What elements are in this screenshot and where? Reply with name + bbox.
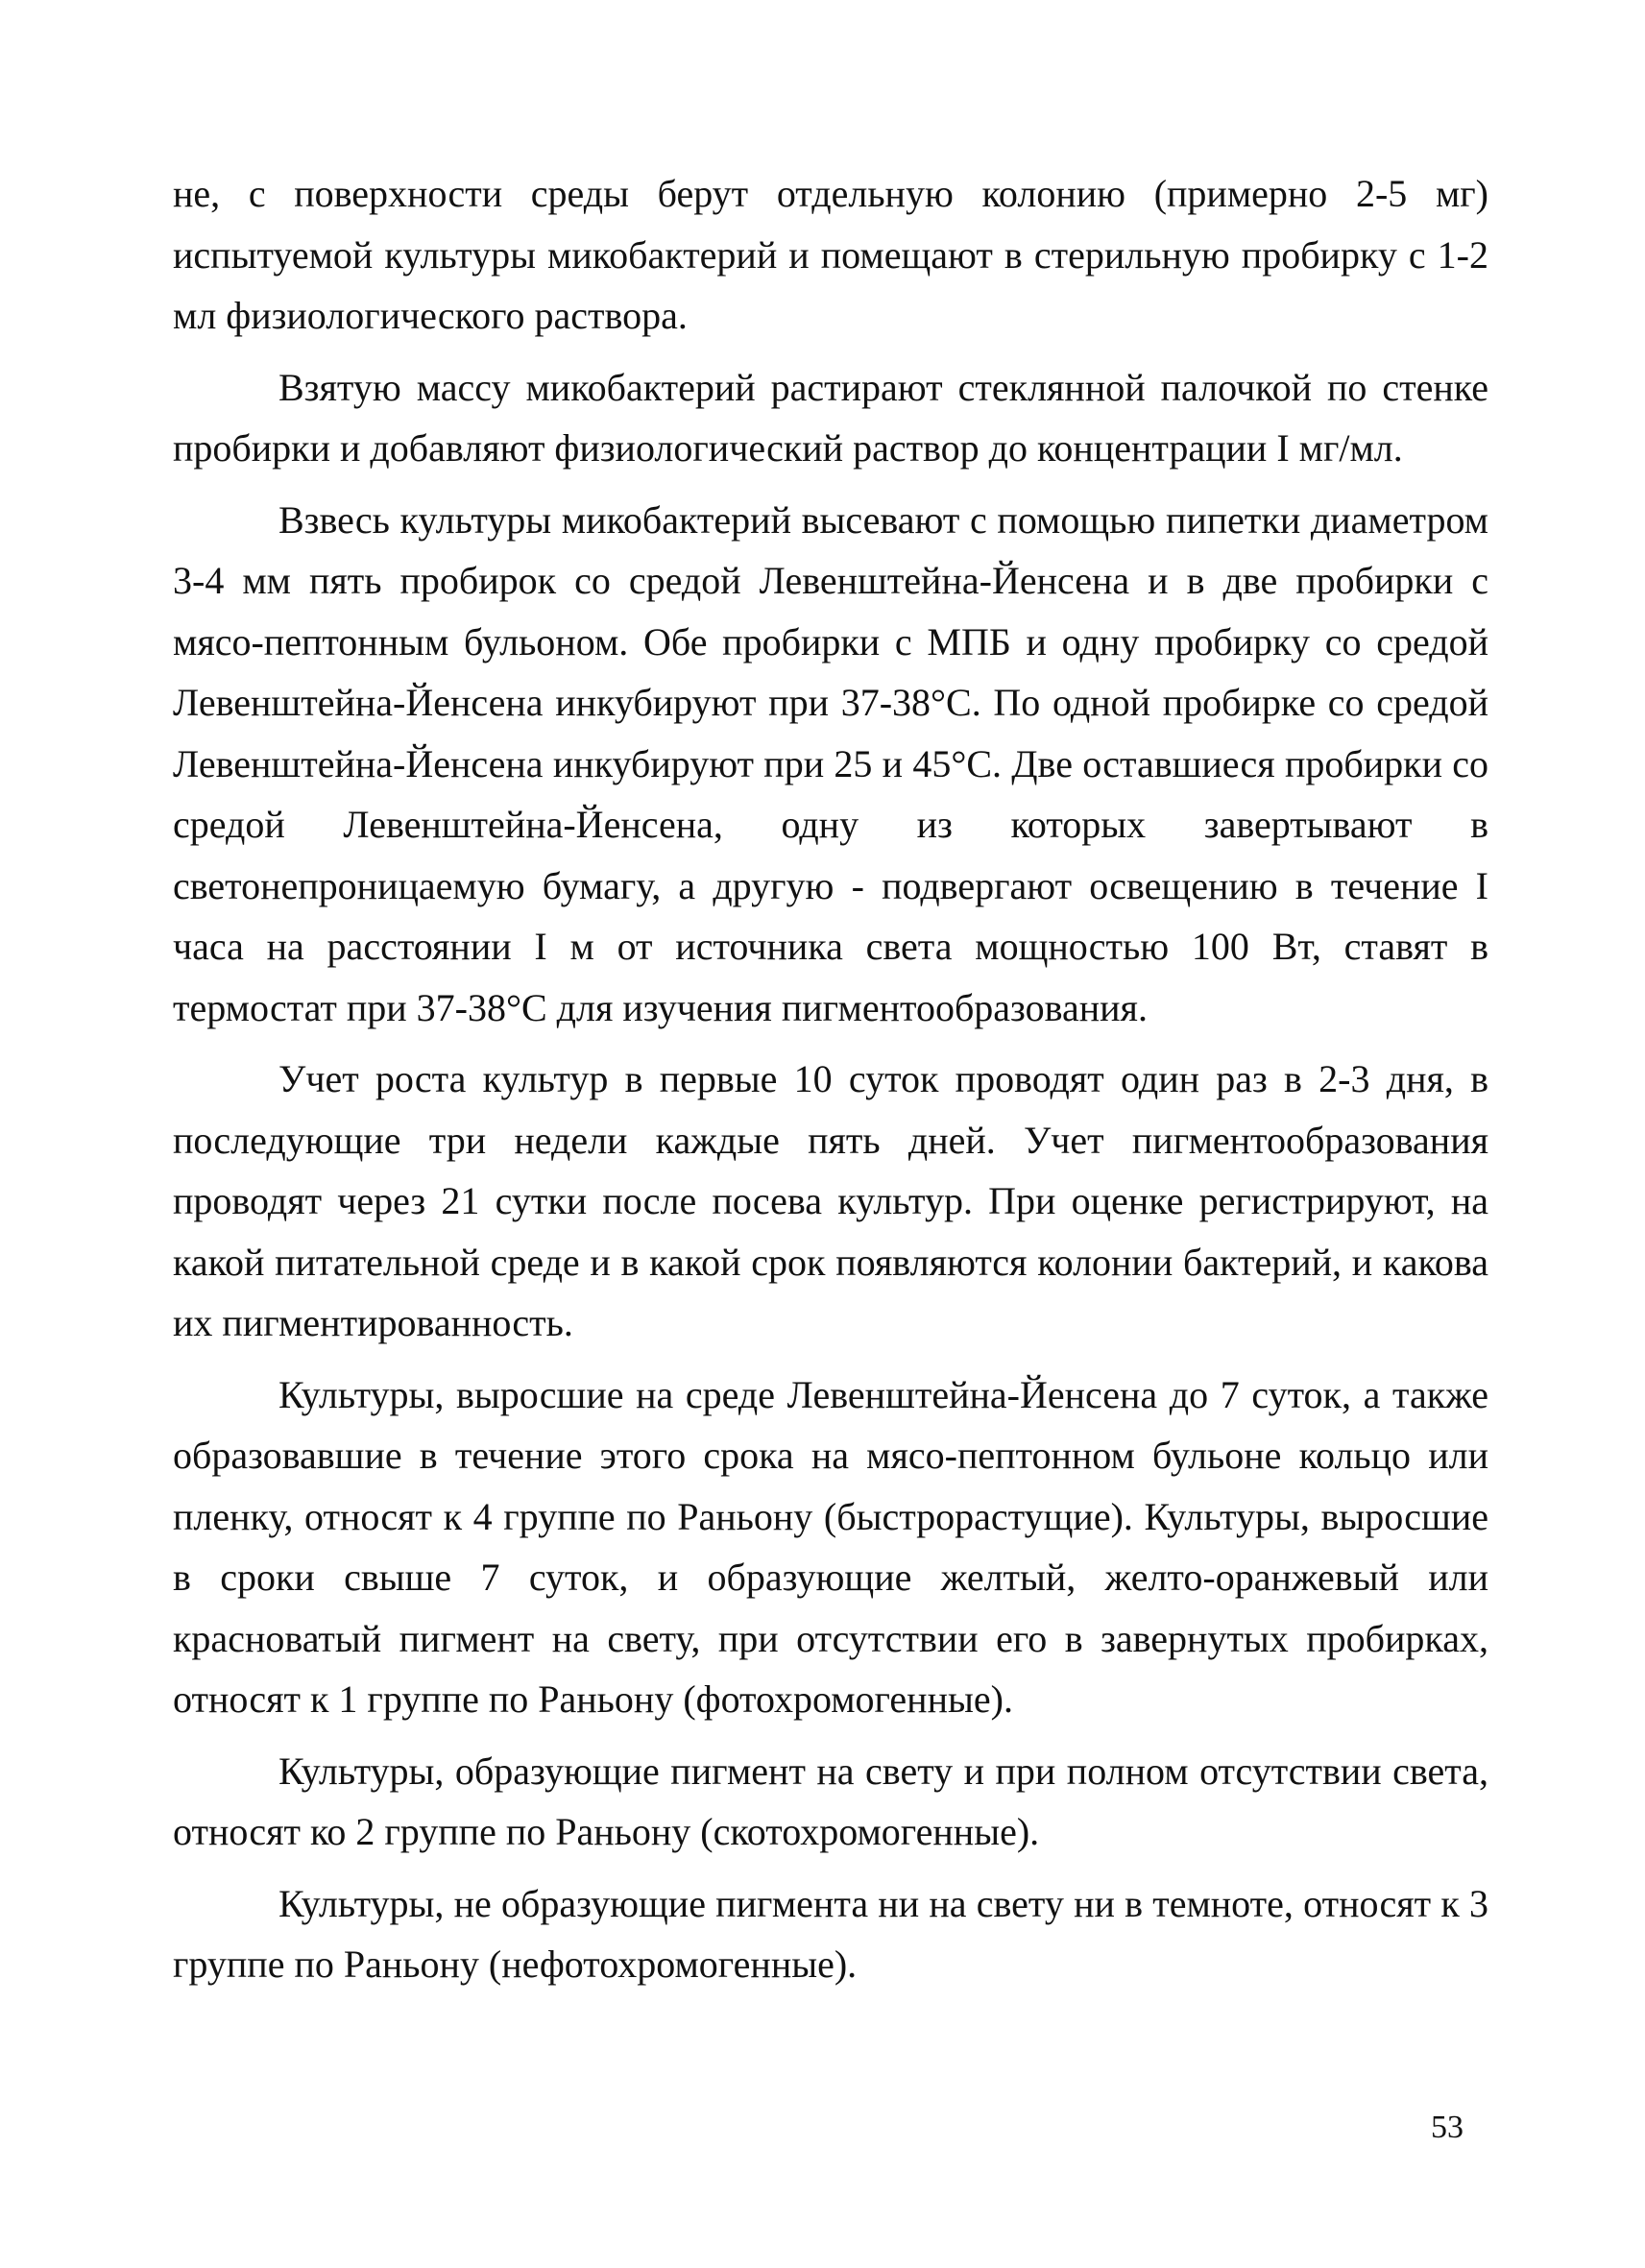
paragraph-group-4-and-1: Культуры, выросшие на среде Левенштейна-Йенсена до 7 суток, а также образовавшие в течение этого срока на мясо-пептонном бульоне кольцо или пленку, относят к 4 группе по Раньону (быстрорастущие). Культуры, выросшие в сроки свыше 7 суток, и образующие желтый, желто-оранжевый или красноватый пигмент на свету, при отсутствии его в завернутых пробирках, относят к 1 группе по Раньону (фотохромогенные). <box>173 1372 1488 1721</box>
page-number: 53 <box>1431 2110 1464 2145</box>
document-page <box>173 163 1488 1995</box>
paragraph-group-2: Культуры, образующие пигмент на свету и при полном отсутствии света, относят ко 2 группе по Раньону (скотохромогенные). <box>173 1749 1488 1853</box>
paragraph-growth-accounting: Учет роста культур в первые 10 суток проводят один раз в 2-3 дня, в последующие три недели каждые пять дней. Учет пигментообразования проводят через 21 сутки после посева культур. При оценке регистрируют, на какой питательной среде и в какой срок появляются колонии бактерий, и какова их пигментированность. <box>173 1057 1488 1344</box>
paragraph-group-3: Культуры, не образующие пигмента ни на свету ни в темноте, относят к 3 группе по Раньону (нефотохромогенные). <box>173 1881 1488 1986</box>
paragraph-continuation: не, с поверхности среды берут отдельную колонию (примерно 2-5 мг) испытуемой культуры микобактерий и помещают в стерильную пробирку с 1-2 мл физиологического раствора. <box>173 172 1488 337</box>
paragraph-inoculation: Взвесь культуры микобактерий высевают с помощью пипетки диаметром 3-4 мм пять пробирок со средой Левенштейна-Йенсена и в две пробирки с мясо-пептонным бульоном. Обе пробирки с МПБ и одну пробирку со средой Левенштейна-Йенсена инкубируют при 37-38°С. По одной пробирке со средой Левенштейна-Йенсена инкубируют при 25 и 45°С. Две оставшиеся пробирки со средой Левенштейна-Йенсена, одну из которых завертывают в светонепроницаемую бумагу, а другую - подвергают освещению в течение I часа на расстоянии I м от источника света мощностью 100 Вт, ставят в термостат при 37-38°С для изучения пигментообразования. <box>173 497 1488 1029</box>
paragraph-mass-grinding: Взятую массу микобактерий растирают стеклянной палочкой по стенке пробирки и добавляют физиологический раствор до концентрации I мг/мл. <box>173 365 1488 470</box>
